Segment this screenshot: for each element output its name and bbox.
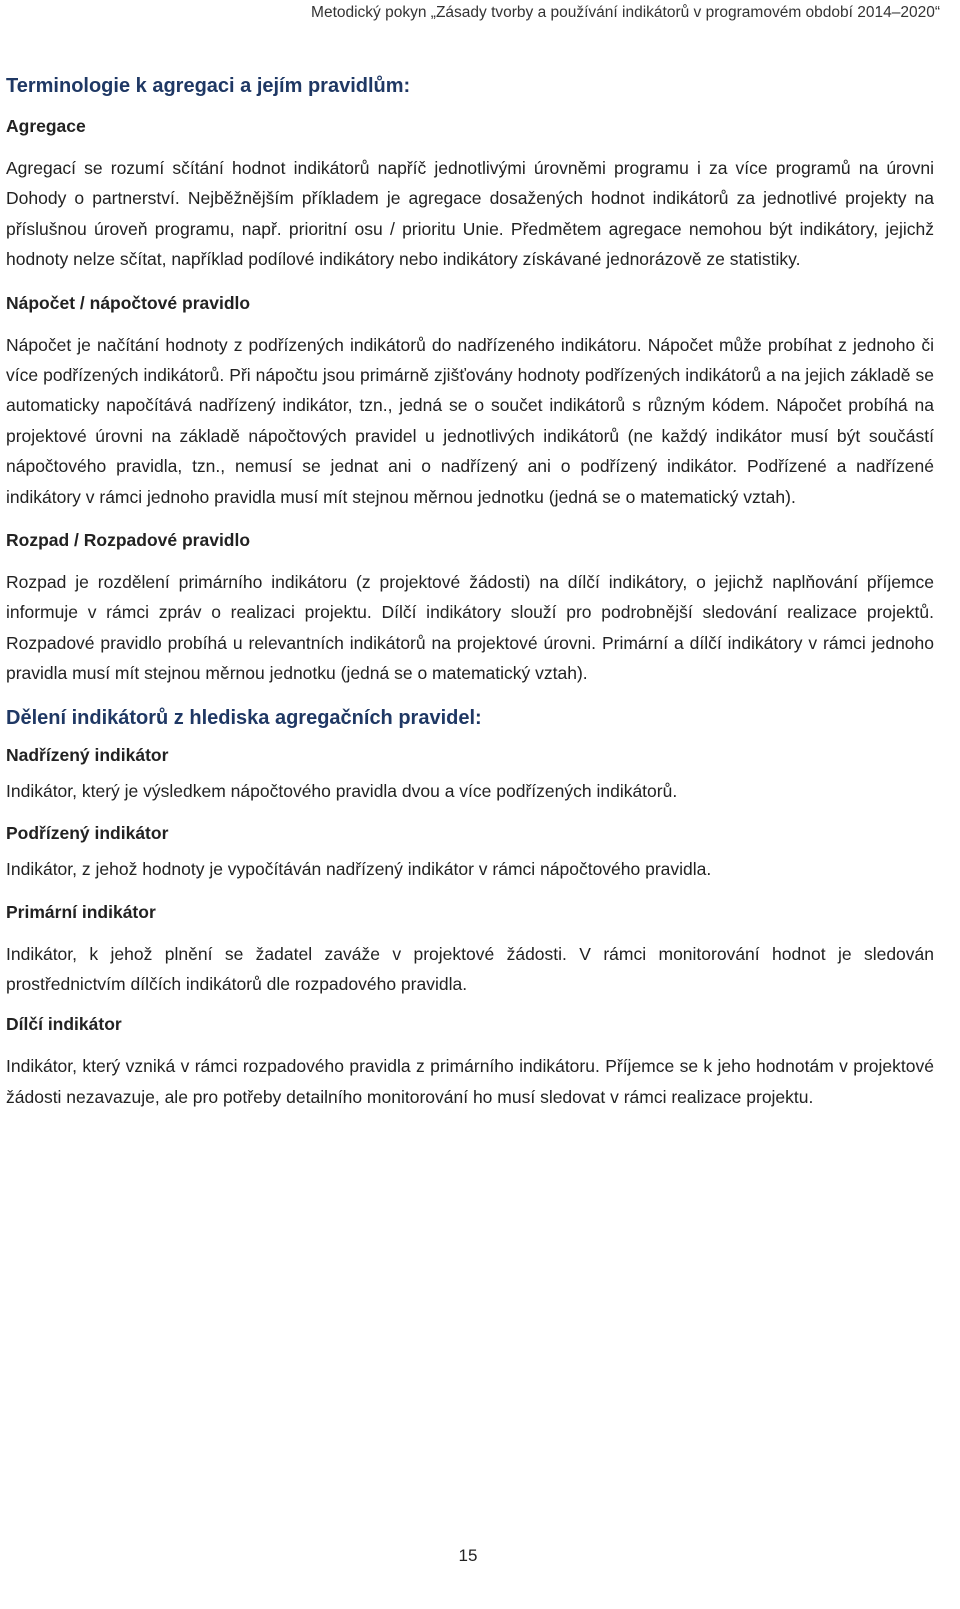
term-text-dilci: Indikátor, který vzniká v rámci rozpadového pravidla z primárního indikátoru. Příjemce se k jeho hodnotám v projektové žádosti nezavazuje, ale pro potřeby detailního monitorování ho musí sledovat v rámci realizace projektu. (6, 1056, 934, 1107)
page-number: 15 (458, 1546, 478, 1565)
term-heading-primarni: Primární indikátor (6, 901, 156, 922)
term-text-nadrizeny: Indikátor, který je výsledkem nápočtového pravidla dvou a více podřízených indikátorů. (6, 780, 678, 801)
term-heading-agregace: Agregace (6, 116, 86, 136)
term-heading-napocet: Nápočet / nápočtové pravidlo (6, 292, 251, 313)
section-heading-terminology: Terminologie k agregaci a jejím pravidlům: (6, 75, 411, 97)
term-heading-dilci: Dílčí indikátor (6, 1014, 122, 1035)
running-header: Metodický pokyn „Zásady tvorby a používání indikátorů v programovém období 2014–2020“ (311, 4, 940, 21)
term-text-rozpad: Rozpad je rozdělení primárního indikátoru (z projektové žádosti) na dílčí indikátory, o jejichž naplňování příjemce informuje v rámci zpráv o realizaci projektu. Dílčí indikátory slouží pro podrobnější sledování realizace projektů. Rozpadové pravidlo probíhá u relevantních indikátorů na projektové úrovni. Primární a dílčí indikátory v rámci jednoho pravidla musí mít stejnou měrnou jednotku (jedná se o matematický vztah). (6, 572, 934, 684)
term-text-podrizeny: Indikátor, z jehož hodnoty je vypočítáván nadřízený indikátor v rámci nápočtového pravidla. (6, 859, 712, 880)
term-heading-rozpad: Rozpad / Rozpadové pravidlo (6, 530, 251, 551)
term-text-napocet: Nápočet je načítání hodnoty z podřízených indikátorů do nadřízeného indikátoru. Nápočet může probíhat z jednoho či více podřízených indikátorů. Při nápočtu jsou primárně zjišťovány hodnoty podřízených indikátorů a na jejich základě se automaticky napočítává nadřízený indikátor, tzn., jedná se o součet indikátorů s různým kódem. Nápočet probíhá na projektové úrovni na základě nápočtových pravidel u jednotlivých indikátorů (ne každý indikátor musí být součástí nápočtového pravidla, tzn., nemusí se jednat ani o nadřízený ani o podřízený indikátor. Podřízené a nadřízené indikátory v rámci jednoho pravidla musí mít stejnou měrnou jednotku (jedná se o matematický vztah). (6, 334, 934, 507)
term-heading-podrizeny: Podřízený indikátor (6, 823, 169, 844)
document-body (6, 70, 934, 1112)
section-heading-deleni: Dělení indikátorů z hlediska agregačních pravidel: (6, 706, 482, 729)
term-text-primarni: Indikátor, k jehož plnění se žadatel zaváže v projektové žádosti. V rámci monitorování hodnot je sledován prostřednictvím dílčích indikátorů dle rozpadového pravidla. (6, 943, 934, 994)
term-heading-nadrizeny: Nadřízený indikátor (6, 744, 169, 765)
term-text-agregace: Agregací se rozumí sčítání hodnot indikátorů napříč jednotlivými úrovněmi programu i za více programů na úrovni Dohody o partnerství. Nejběžnějším příkladem je agregace dosažených hodnot indikátorů za jednotlivé projekty na příslušnou úroveň programu, např. prioritní osu / prioritu Unie. Předmětem agregace nemohou být indikátory, jejichž hodnoty nelze sčítat, například podílové indikátory nebo indikátory získávané jednorázově ze statistiky. (6, 158, 934, 270)
